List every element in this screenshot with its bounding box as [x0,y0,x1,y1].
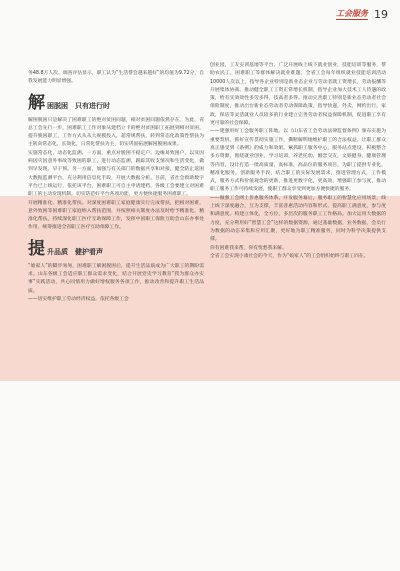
body-paragraph: ——建强用好工会服务职工阵地。以《山东省工会劳动法律监督条例》颁布实施为重要契机，抓好宣传贯彻实施工作，撕断解明地维护职工的合法权益，让职工群众真正感受到《条例》的威力和效果。紧抓职工服务中心，服务站点建设，积极整合多方资源，围绕就业创业，学习培训，养老托幼，婚恋交友，文娱健身，健康管理等内容，设计打造一批高质量，高标准，高品位的服务项目，为职工提供专业化，精准化服务。创新服务手段，结合职工的实际发展需求，推进管理方式，工作模式，服务方式和价值观念的更新，推进更数字化，更高效，增强职工参与度，推动职工服务工作可持续发展，使职工群众享受到更加方便快捷的服务。 [210,129,386,193]
body-paragraph: 开展精准化，精准化帮扶。对深度困难职工家庭健康实行完成帮扶，把相对困难，意外致困等困难职工家庭纳入帮扶范围，并按照相关制度办法及时给予精准化，精准化帮扶。持续深化职工医疗互助保障工作，发挥中国职工保险互助会山东办事处作用，统筹推进全省职工医疗互助保障工作。 [28,200,204,231]
page-header [336,6,388,22]
subheading-mark: 解 [28,92,45,113]
body-paragraph: 创业园，工友实训基地等平台，广泛开展线上线下就业创业，技能培训等服务，帮助农民工，困难职工等群体解决就业难题。全省工会每年组织就业技能培训活动10000人次以上，指导各企业特别是新业态企业与劳动者就工资增长，劳动报酬等开展集体协商。推动健全职工工资正常增长机制，指导企业加大技术工人待遇的政策，给有实效效性多劳多得，技高者多得。推动完善职工特别是新业态劳动者社会保险制度，推动出台新业态劳动者劳动保障政策，指导快递，外卖，网约出行，家政，保洁等灵活就业人员较多的行业建立完善劳动者权益保障机制，促进职工享有更可靠的社会保障。 [210,63,386,127]
body-paragraph: 全省工会实现小康社会的今天，作为“娘家人”的工会组织始终与职工同在。 [210,253,369,259]
body-paragraph: ——做强工会网上普惠服务体系。开发服务幕后，服务职工的智慧化应用场景，线上线下深度融合，互为支撑，丰富普惠活动内容和形式，提高职工满意度，参与度和满意度。构建立体化，全方位，多层次的服务职工工作格局。加大运用大数据的力度，充分利用好“智慧工会”这样的数据资源，通过基础数据，业务数据，会员行为数据的动态采集和应用汇聚，更好地为职工精准服务，同时为科学决策提供支撑。 [210,195,386,243]
body-paragraph: 解困脱困只是解决了困难职工的绝对贫困问题，相对贫困问题依然存在。为此，省总工会先行一步，困难职工工作对象从建档立卡的绝对贫困职工拓展到相对贫困，提升脱困职工，工作方式从从大规模投入，超常规帮扶，转到常态化政策性帮扶为主转向常态化，长效化，日常化帮扶为主，切实巩固拓展解困脱困成果。 [28,117,204,148]
left-column [28,70,204,304]
body-paragraph: “娘家人”的脚步匆匆，困难职工解困脱困后，提升生活品质成为广大职工的期盼需求。山东各级工会适应职工群众需求变化，结合开展党史学习教育“我为群众办实事”实践活动，共心同情用力做好增权服务各项工作，推动改善和提升职工生活品质。 [28,263,204,294]
body-paragraph: ——切实维护职工劳动经济权益。依托各级工会 [28,296,129,302]
subheading-jiekun [28,92,204,113]
right-column [210,62,386,261]
subheading-mark: 提 [28,238,45,259]
section-name: 工会服务 [336,9,368,18]
body-paragraph: 你有困难我来帮，你有忧愁我来解。 [210,245,287,251]
subheading-title: 困脱困 只有进行时 [47,101,110,110]
body-paragraph: 实施常态化，动态化监测。一方面，重点对脱困不稳定户、边缘易致困户，以及因病因灾因意外事故等致困的职工，进行动态监测，跟踪其收支情况和生活变化，做到早发现、早干预。另一方面，加强与有关部门的数据共享和对接，健全防止返困大数据监测平台，充分利用信息化手段，开展大数据分析。目前，省社会救助数字平台已上线运行，依托该平台，困难职工可自主申请建档，各级工会要建立对困难职工的主动发现机制，切实防范好平台各项功能，更方便快捷服务困难职工。 [28,150,204,198]
page-number: 19 [374,7,388,21]
subheading-title: 升品质 健护看声 [47,247,103,256]
intro-paragraph: 务48.8万人次。调查评估显示，职工认为“生活帮会越来越好”的均值为9.72分，自我发展能力明显增强。 [28,71,204,85]
subheading-tisheng [28,238,204,259]
